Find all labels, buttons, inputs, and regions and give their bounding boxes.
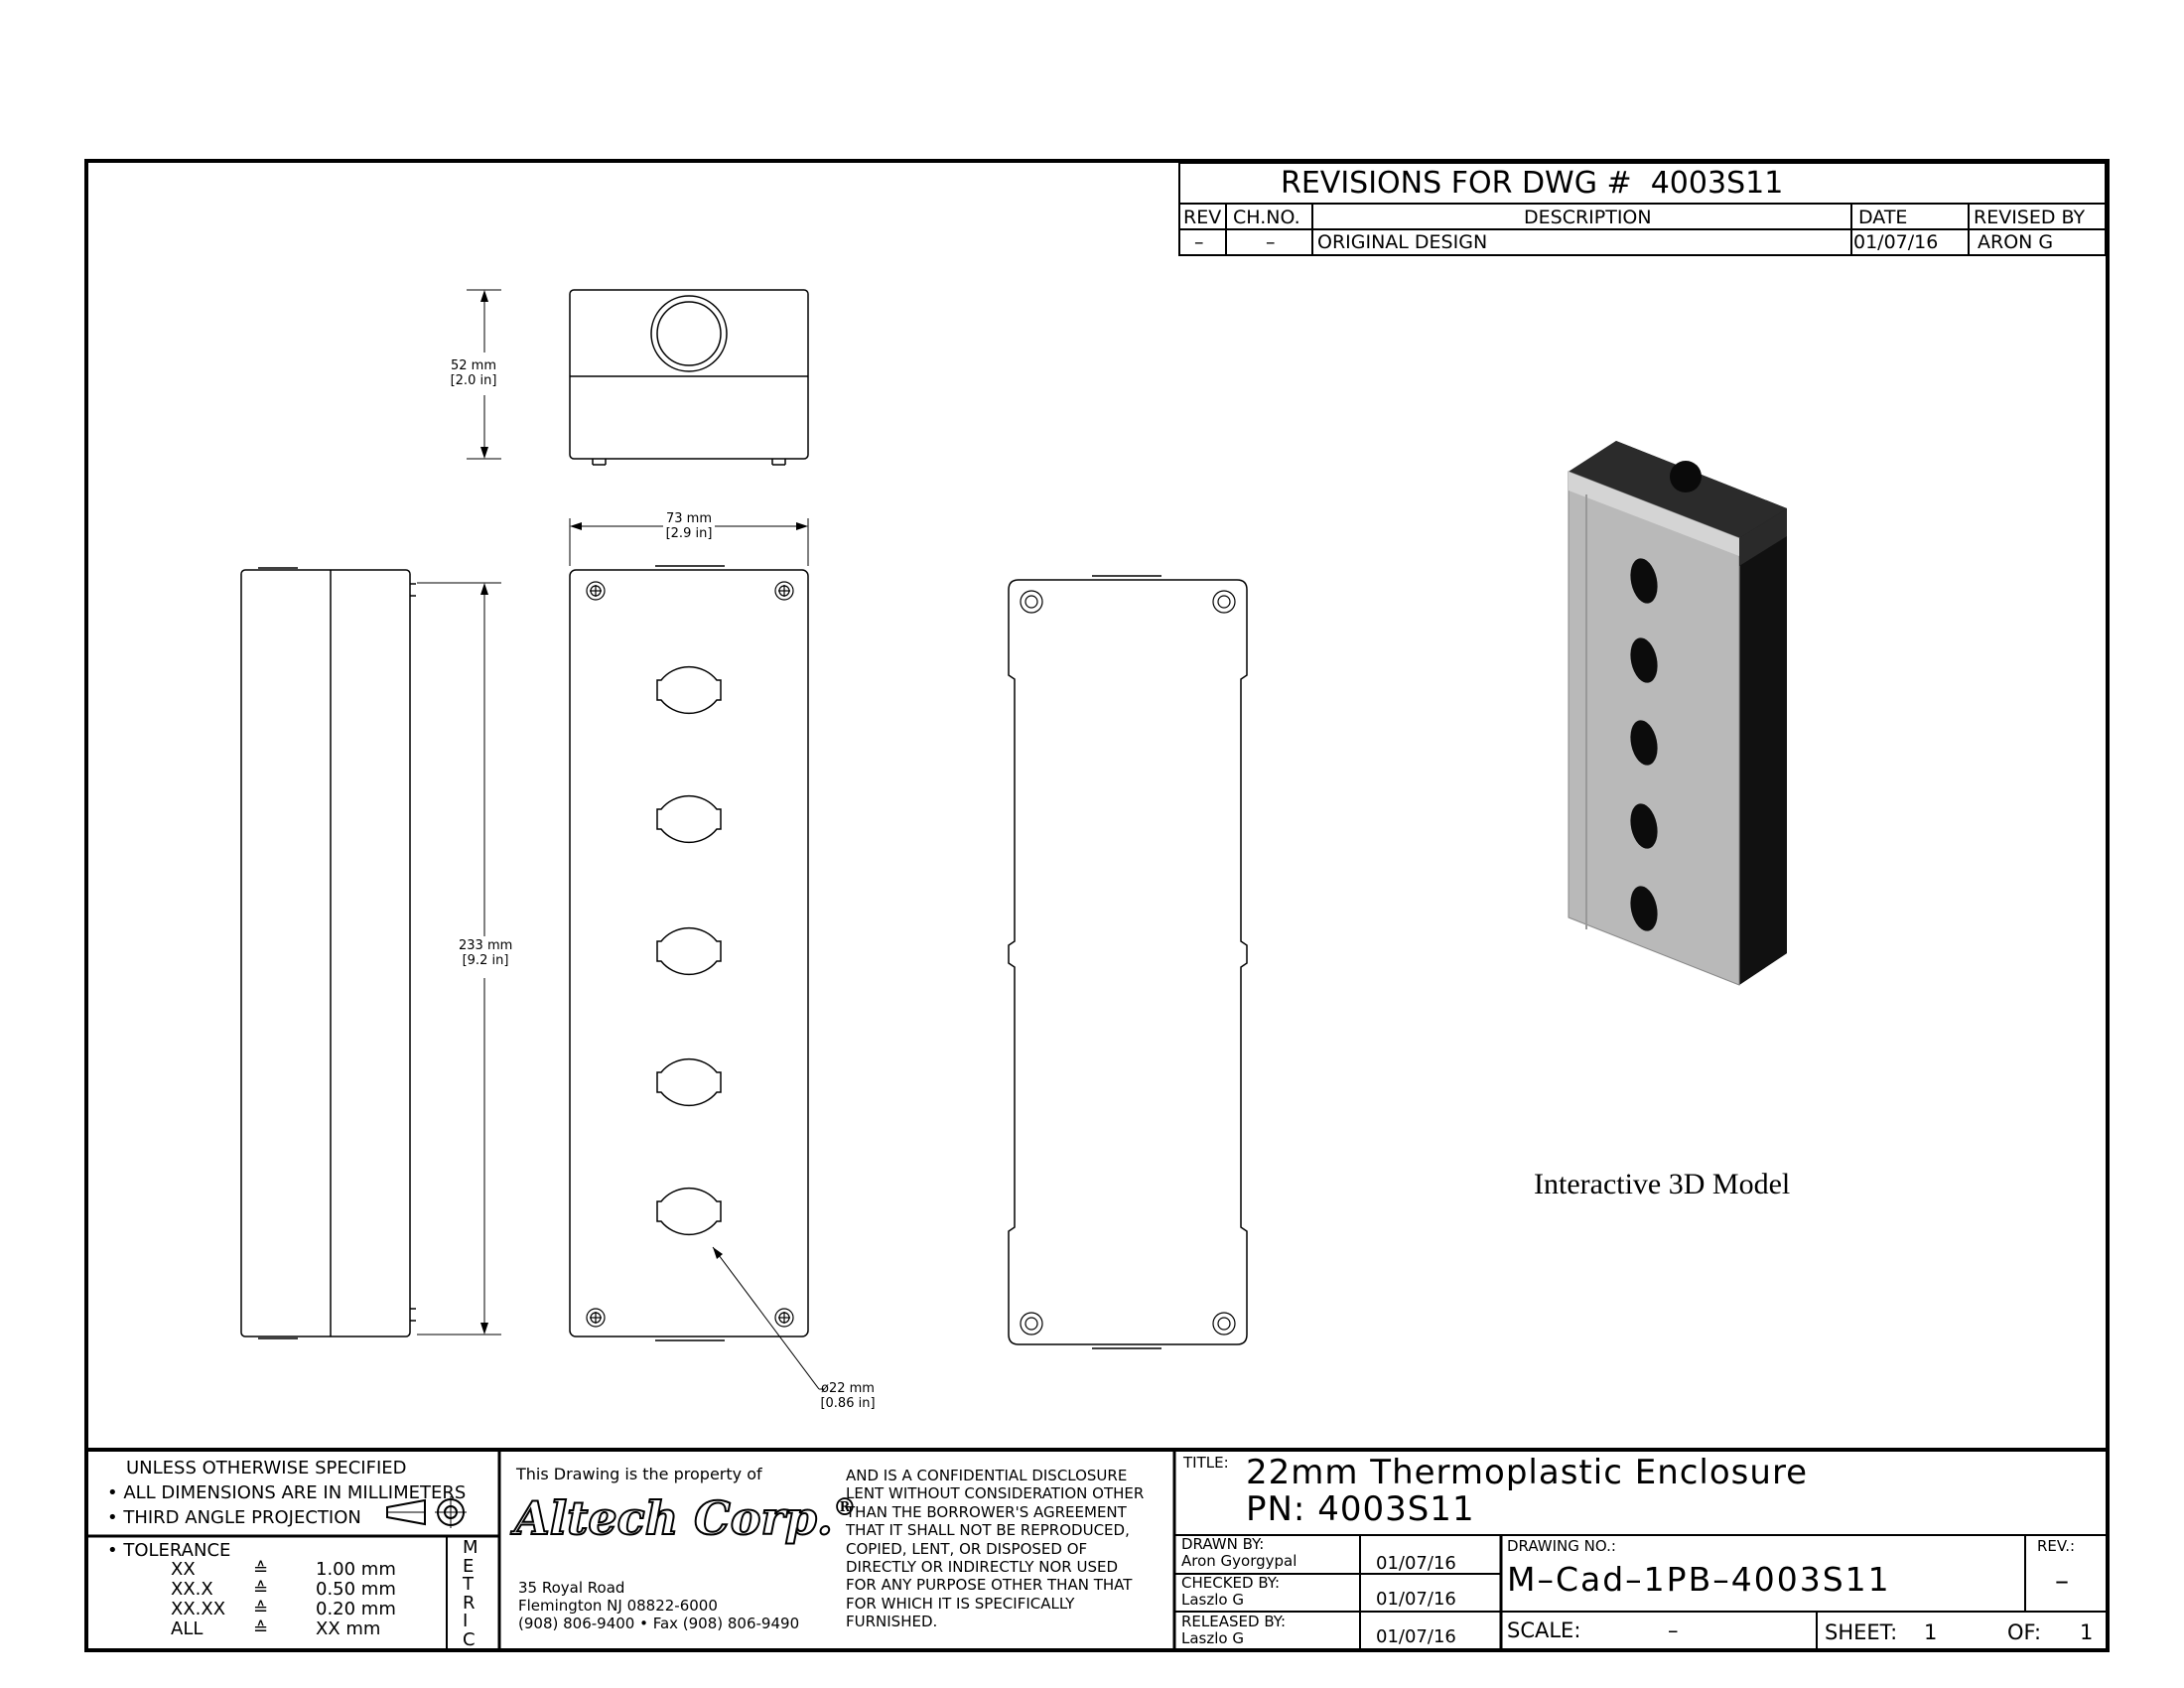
- notes-line-2: • ALL DIMENSIONS ARE IN MILLIMETERS: [107, 1482, 467, 1503]
- disclosure-line: LENT WITHOUT CONSIDERATION OTHER: [846, 1484, 1145, 1503]
- checked-by-name: Laszlo G: [1181, 1591, 1244, 1609]
- back-view-screws: [1021, 591, 1235, 1335]
- disclosure-line: FURNISHED.: [846, 1613, 938, 1631]
- front-view: [570, 518, 824, 1389]
- disclosure-line: AND IS A CONFIDENTIAL DISCLOSURE: [846, 1467, 1128, 1484]
- back-view: [1009, 576, 1247, 1348]
- tolerance-fmt: ALL: [171, 1618, 204, 1639]
- title-label: TITLE:: [1183, 1454, 1229, 1472]
- disclosure-line: FOR ANY PURPOSE OTHER THAN THAT: [846, 1576, 1133, 1595]
- pushbutton-hole-5: [657, 1189, 721, 1235]
- tolerance-sym: ≙: [253, 1599, 269, 1619]
- revision-row-date: 01/07/16: [1853, 231, 1939, 253]
- screw-icon: [775, 582, 793, 600]
- dimension-height: 52 mm [2.0 in]: [450, 358, 497, 388]
- metric-letter: T: [463, 1574, 474, 1595]
- drawn-date: 01/07/16: [1376, 1553, 1456, 1574]
- pushbutton-hole-2: [657, 796, 721, 843]
- drawn-by-name: Aron Gyorgypal: [1181, 1552, 1297, 1570]
- released-date: 01/07/16: [1376, 1626, 1456, 1647]
- screw-hole-icon: [1213, 591, 1235, 613]
- released-by-name: Laszlo G: [1181, 1629, 1244, 1647]
- of-label: OF:: [2007, 1620, 2042, 1644]
- sheet-label: SHEET:: [1825, 1620, 1898, 1644]
- tolerance-fmt: XX.XX: [171, 1599, 226, 1619]
- drawing-no-label: DRAWING NO.:: [1507, 1537, 1616, 1555]
- company-address-2: Flemington NJ 08822-6000: [518, 1597, 718, 1615]
- company-address-1: 35 Royal Road: [518, 1579, 625, 1597]
- company-logo: Altech Corp.®: [514, 1491, 857, 1545]
- dimension-hole: ø22 mm [0.86 in]: [820, 1381, 876, 1411]
- notes-line-3: • THIRD ANGLE PROJECTION: [107, 1507, 361, 1528]
- screw-icon: [587, 582, 605, 600]
- rev-column-header: REV: [1183, 207, 1222, 228]
- tolerance-val: 0.50 mm: [316, 1579, 396, 1600]
- pushbutton-hole-1: [657, 667, 721, 714]
- metric-letter: I: [463, 1611, 469, 1631]
- dimension-length: 233 mm [9.2 in]: [459, 938, 513, 968]
- model-caption[interactable]: Interactive 3D Model: [1534, 1168, 1791, 1200]
- front-view-holes: [587, 582, 793, 1327]
- notes-line-1: UNLESS OTHERWISE SPECIFIED: [126, 1458, 407, 1478]
- disclosure-line: FOR WHICH IT IS SPECIFICALLY: [846, 1594, 1075, 1613]
- screw-icon: [587, 1309, 605, 1327]
- disclosure-line: THAT IT SHALL NOT BE REPRODUCED,: [846, 1521, 1130, 1540]
- screw-icon: [775, 1309, 793, 1327]
- tolerance-sym: ≙: [253, 1559, 269, 1580]
- description-column-header: DESCRIPTION: [1524, 207, 1652, 228]
- checked-by-label: CHECKED BY:: [1181, 1574, 1281, 1592]
- dimension-width: 73 mm [2.9 in]: [665, 511, 713, 541]
- top-view: [467, 290, 808, 465]
- released-by-label: RELEASED BY:: [1181, 1613, 1287, 1630]
- part-number: PN: 4003S11: [1246, 1489, 1475, 1529]
- sheet-border: [86, 161, 2108, 1650]
- drawing-title: 22mm Thermoplastic Enclosure: [1246, 1453, 1809, 1492]
- sheet-value: 1: [1924, 1620, 1938, 1644]
- revision-row-chno: –: [1266, 231, 1276, 253]
- disclosure-line: COPIED, LENT, OR DISPOSED OF: [846, 1539, 1088, 1558]
- enclosure-3d-model: [1569, 441, 1787, 985]
- pushbutton-hole-3: [657, 928, 721, 975]
- revision-row-revised-by: ARON G: [1978, 231, 2054, 253]
- date-column-header: DATE: [1858, 207, 1908, 228]
- disclosure-line: THAN THE BORROWER'S AGREEMENT: [846, 1502, 1127, 1521]
- metric-letter: R: [463, 1592, 476, 1614]
- scale-label: SCALE:: [1507, 1618, 1581, 1642]
- tolerance-fmt: XX.X: [171, 1579, 213, 1600]
- tolerance-fmt: XX: [171, 1559, 196, 1580]
- property-text: This Drawing is the property of: [516, 1465, 762, 1483]
- company-phone: (908) 806-9400 • Fax (908) 806-9490: [518, 1615, 800, 1632]
- screw-hole-icon: [1213, 1313, 1235, 1335]
- metric-letter: E: [463, 1555, 475, 1577]
- rev-value: –: [2055, 1564, 2069, 1597]
- revision-row-description: ORIGINAL DESIGN: [1317, 231, 1488, 253]
- of-value: 1: [2080, 1620, 2094, 1644]
- tolerance-sym: ≙: [253, 1618, 269, 1639]
- revisions-header: REVISIONS FOR DWG # 4003S11: [1281, 166, 1784, 201]
- tolerance-val: XX mm: [316, 1618, 381, 1639]
- chno-column-header: CH.NO.: [1233, 207, 1300, 228]
- rev-label: REV.:: [2037, 1537, 2076, 1555]
- drawing-number: M–Cad–1PB–4003S11: [1507, 1560, 1891, 1599]
- tolerance-val: 1.00 mm: [316, 1559, 396, 1580]
- revision-row-rev: –: [1194, 231, 1204, 253]
- pushbutton-hole-4: [657, 1059, 721, 1106]
- scale-value: –: [1668, 1618, 1679, 1642]
- tolerance-sym: ≙: [253, 1579, 269, 1600]
- disclosure-line: DIRECTLY OR INDIRECTLY NOR USED: [846, 1558, 1118, 1576]
- checked-date: 01/07/16: [1376, 1589, 1456, 1610]
- metric-letter: M: [463, 1537, 478, 1558]
- metric-letter: C: [463, 1628, 476, 1650]
- drawn-by-label: DRAWN BY:: [1181, 1535, 1265, 1553]
- tolerance-label: • TOLERANCE: [107, 1540, 231, 1561]
- screw-hole-icon: [1021, 591, 1042, 613]
- revised-by-column-header: REVISED BY: [1974, 207, 2086, 228]
- tolerance-val: 0.20 mm: [316, 1599, 396, 1619]
- screw-hole-icon: [1021, 1313, 1042, 1335]
